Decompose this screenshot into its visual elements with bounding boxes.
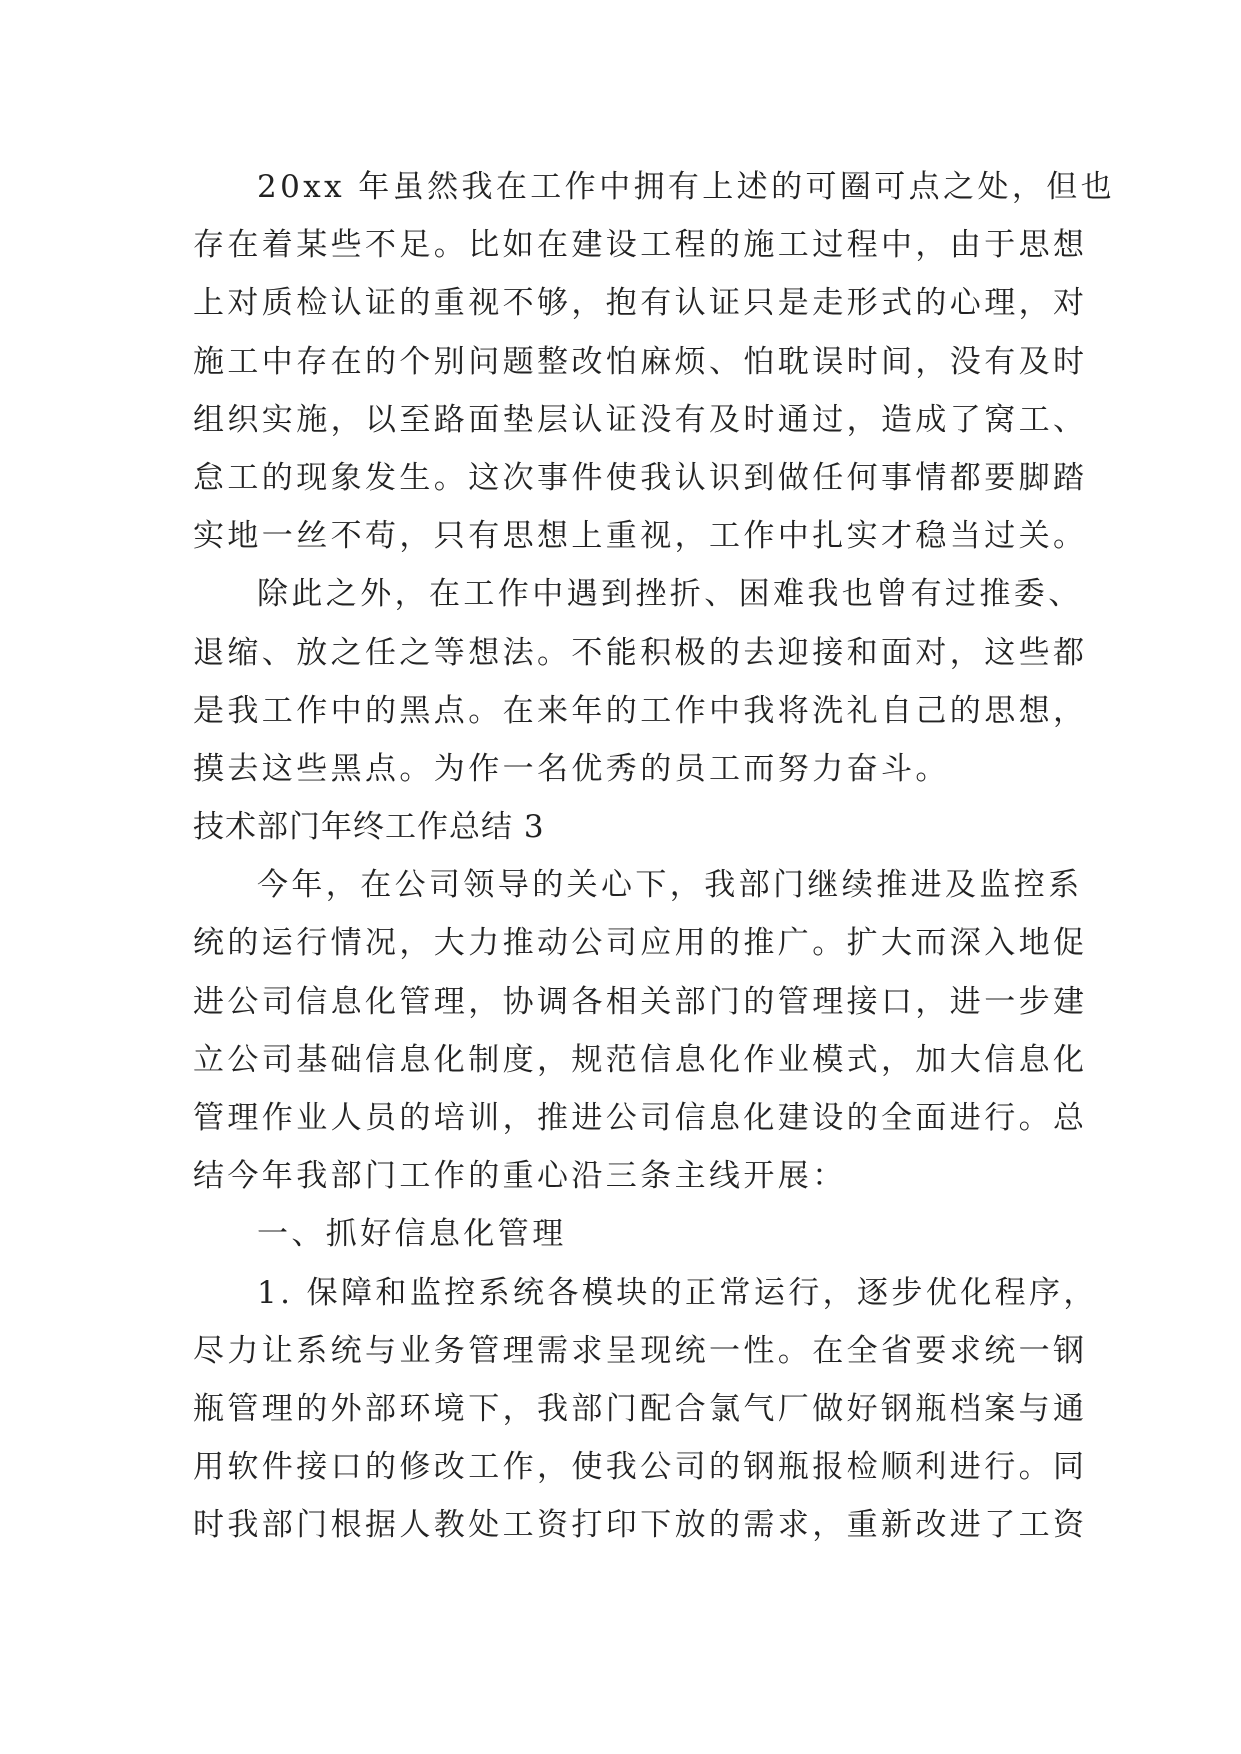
document-body bbox=[193, 158, 1116, 1555]
text-line: 施工中存在的个别问题整改怕麻烦、怕耽误时间，没有及时 bbox=[193, 343, 1088, 380]
text-line: 一、抓好信息化管理 bbox=[257, 1216, 567, 1253]
text-line: 结今年我部门工作的重心沿三条主线开展： bbox=[193, 1158, 847, 1195]
text-line: 1. 保障和监控系统各模块的正常运行，逐步优化程序， bbox=[257, 1274, 1098, 1311]
sub-heading bbox=[193, 1205, 1053, 1263]
paragraph bbox=[193, 1264, 1098, 1555]
text-line: 管理作业人员的培训，推进公司信息化建设的全面进行。总 bbox=[193, 1100, 1088, 1136]
text-line: 时我部门根据人教处工资打印下放的需求，重新改进了工资 bbox=[193, 1507, 1088, 1544]
text-line: 摸去这些黑点。为作一名优秀的员工而努力奋斗。 bbox=[193, 750, 950, 787]
heading-text: 技术部门年终工作总结 3 bbox=[193, 809, 545, 846]
text-line: 组织实施，以至路面垫层认证没有及时通过，造成了窝工、 bbox=[193, 401, 1088, 438]
text-line: 立公司基础信息化制度，规范信息化作业模式，加大信息化 bbox=[193, 1041, 1088, 1078]
text-line: 存在着某些不足。比如在建设工程的施工过程中，由于思想 bbox=[193, 227, 1088, 264]
text-line: 除此之外，在工作中遇到挫折、困难我也曾有过推委、 bbox=[257, 576, 1083, 613]
paragraph bbox=[193, 158, 1116, 565]
text-line: 20xx 年虽然我在工作中拥有上述的可圈可点之处，但也 bbox=[257, 169, 1116, 205]
paragraph bbox=[193, 565, 1088, 798]
text-line: 统的运行情况，大力推动公司应用的推广。扩大而深入地促 bbox=[193, 925, 1088, 962]
section-heading bbox=[193, 798, 1053, 856]
text-line: 是我工作中的黑点。在来年的工作中我将洗礼自己的思想， bbox=[193, 692, 1088, 729]
text-line: 实地一丝不苟，只有思想上重视，工作中扎实才稳当过关。 bbox=[193, 518, 1088, 555]
text-line: 退缩、放之任之等想法。不能积极的去迎接和面对，这些都 bbox=[193, 634, 1088, 671]
paragraph bbox=[193, 856, 1088, 1205]
text-line: 尽力让系统与业务管理需求呈现统一性。在全省要求统一钢 bbox=[193, 1332, 1088, 1369]
text-line: 进公司信息化管理，协调各相关部门的管理接口，进一步建 bbox=[193, 983, 1088, 1020]
text-line: 怠工的现象发生。这次事件使我认识到做任何事情都要脚踏 bbox=[193, 459, 1088, 496]
text-line: 瓶管理的外部环境下，我部门配合氯气厂做好钢瓶档案与通 bbox=[193, 1390, 1088, 1427]
text-line: 上对质检认证的重视不够，抱有认证只是走形式的心理，对 bbox=[193, 285, 1088, 322]
text-line: 用软件接口的修改工作，使我公司的钢瓶报检顺利进行。同 bbox=[193, 1449, 1088, 1486]
text-line: 今年，在公司领导的关心下，我部门继续推进及监控系 bbox=[257, 867, 1083, 904]
